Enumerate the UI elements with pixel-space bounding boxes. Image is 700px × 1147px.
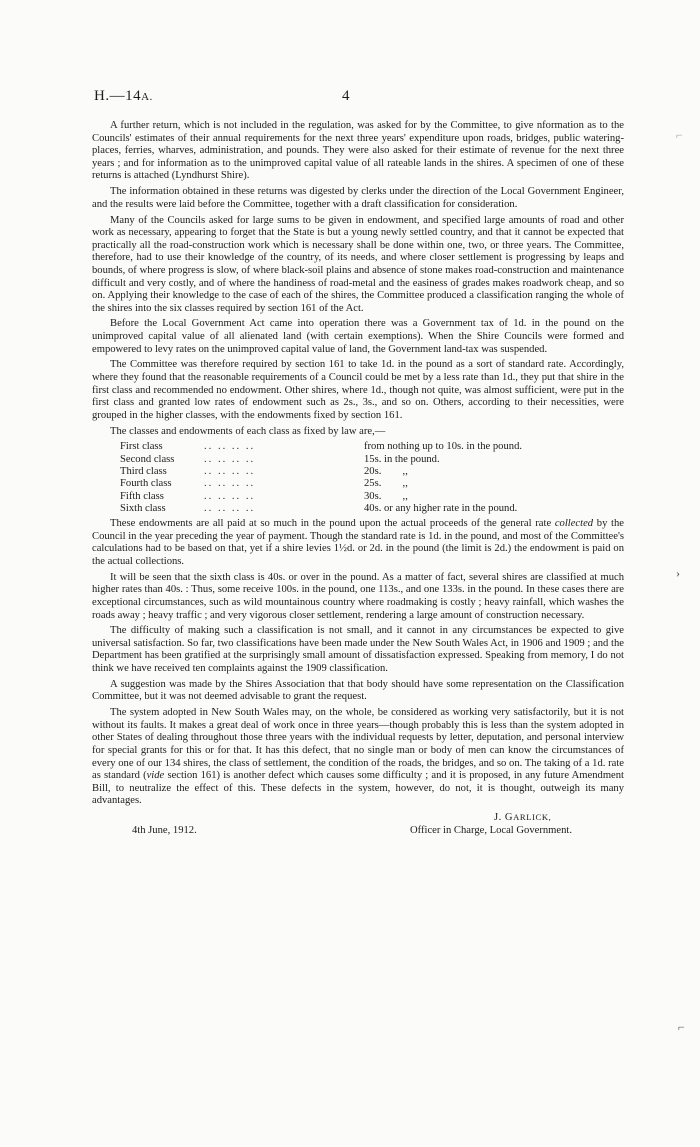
class-name: Fifth class: [120, 490, 164, 502]
class-rate: 40s. or any higher rate in the pound.: [364, 502, 518, 514]
paragraph: It will be seen that the sixth class is 40s. or over in the pound. As a matter of fact, several shires are classified at much higher rates than 40s. : Thus, some receive 100s. in the pound, one 113s., and one 133s. in the pound. In these cases there are exceptional circumstances, such as wild mountainous country where roadmaking is costly ; heavy rainfall, which washes the roads away ; heavy traffic ; and very vigorous closer settlement, rendering a large amount of construction necessary.: [92, 571, 624, 621]
class-name: Sixth class: [120, 502, 166, 514]
page-header: [94, 88, 624, 108]
leader-dots: .. .. .. ..: [204, 453, 256, 465]
classes-intro: The classes and endowments of each class as fixed by law are,—: [110, 425, 386, 437]
leader-dots: .. .. .. ..: [204, 465, 256, 477]
paragraph: These endowments are all paid at so much in the pound upon the actual proceeds of the general rate collected by the Council in the year preceding the year of payment. Though the standard rate is 1d. in the pound, and most of the Committee's calculations had to be based on that, yet if a shire levies 1½d. or 2d. in the pound (the limit is 2d.) the endowment is paid on the actual collections.: [92, 518, 624, 567]
table-row: [120, 503, 522, 515]
class-name: Third class: [120, 465, 167, 477]
signatory-name: J. GARLICK,: [494, 812, 552, 824]
class-name: Second class: [120, 453, 175, 465]
class-name: Fourth class: [120, 478, 172, 490]
class-rate: 25s. ,,: [364, 478, 408, 490]
class-name: First class: [120, 441, 163, 453]
leader-dots: .. .. .. ..: [204, 478, 256, 490]
table-row: [120, 454, 522, 466]
table-row: [120, 491, 522, 503]
paragraph: A suggestion was made by the Shires Association that that body should have some representation on the Classification Committee, but it was not deemed advisable to grant the request.: [92, 678, 624, 703]
signatory-office: Officer in Charge, Local Government.: [410, 825, 572, 837]
leader-dots: .. .. .. ..: [204, 441, 256, 453]
document-body: [92, 120, 624, 841]
page-number: 4: [342, 88, 350, 104]
table-row: [120, 478, 522, 490]
leader-dots: .. .. .. ..: [204, 490, 256, 502]
classes-table: [120, 441, 522, 515]
paragraph: Many of the Councils asked for large sums to be given in endowment, and specified large amounts of road and other work as necessary, appearing to forget that the State is but a young newly settled country, and that it cannot be expected that practically all the road-construction work which is necessary shall be done within one, two, or three years. The Committee, therefore, had to use their knowledge of the country, of its needs, and where closer settlement is progressing by leaps and bounds, of where progress is slow, of where black-soil plains and absence of stone makes road-construction and maintenance difficult and very costly, and of where the handiness of road-metal and the easiness of grades makes roadwork cheap, and so on. Applying their knowledge to the case of each of the shires, the Committee produced a classification ranging the whole of the shires into the six classes required by section 161 of the Act.: [92, 214, 624, 314]
signature-date: 4th June, 1912.: [132, 825, 197, 837]
margin-mark: ›: [676, 566, 680, 580]
table-row: [120, 441, 522, 453]
signature-block: [92, 811, 624, 841]
paragraph: A further return, which is not included in the regulation, was asked for by the Committee, to give nformation as to the Councils' estimates of their annual requirements for the next three years' expenditure upon roads, bridges, public watering-places, ferries, wharves, administration, and pounds. They were also asked for their estimate of revenue for the next three years ; and for information as to the unimproved capital value of all rateable lands in the shires. A specimen of one of these returns is attached (Lyndhurst Shire).: [92, 120, 624, 182]
table-row: [120, 466, 522, 478]
margin-mark: ⌐: [676, 128, 683, 142]
paragraph: The difficulty of making such a classification is not small, and it cannot in any circumstances be expected to give universal satisfaction. So far, two classifications have been made under the New South Wales Act, in 1906 and 1909 ; and the Department has been gratified at the surprisingly small amount of dissatisfaction expressed. Speaking from memory, I do not think we have received ten complaints against the 1909 classification.: [92, 625, 624, 675]
paragraph: Before the Local Government Act came into operation there was a Government tax of 1d. in the pound on the unimproved capital value of all alienated land (with certain exemptions). When the Shire Councils were formed and empowered to levy rates on the unimproved capital value of land, the Government land-tax was suspended.: [92, 318, 624, 355]
paragraph: The Committee was therefore required by section 161 to take 1d. in the pound as a sort of standard rate. Accordingly, where they found that the reasonable requirements of a Council could be met by a less rate than 1d., they put that shire in the first class and recommended no endowment. Other shires, where 1d., though not quite, was almost sufficient, were put in the first class and granted low rates of endowment such as 2s., 3s., and so on. Others, according to their necessities, were grouped in the higher classes, with the endowments fixed by section 161.: [92, 359, 624, 421]
class-rate: 20s. ,,: [364, 465, 408, 477]
class-rate: 30s. ,,: [364, 490, 408, 502]
document-reference: H.—14A.: [94, 88, 153, 104]
paragraph: The system adopted in New South Wales may, on the whole, be considered as working very satisfactorily, but it is not without its faults. It makes a great deal of work once in three years—though probably this is less than the system adopted in other States of dealing throughout those three years with the individual requests by letter, deputation, and personal interview for special grants for this or for that. It has this defect, that no single man or body of men can know the circumstances of every one of our 134 shires, the class of settlement, the condition of the roads, the bridges, and so on. The taking of a 1d. rate as standard (vide section 161) is another defect which causes some difficulty ; and it is proposed, in any future Amendment Bill, to neutralize the effect of this. These defects in the system, however, do not, it is thought, outweigh its many advantages.: [92, 707, 624, 807]
margin-mark: ⌐: [678, 1020, 685, 1034]
leader-dots: .. .. .. ..: [204, 502, 256, 514]
class-rate: from nothing up to 10s. in the pound.: [364, 441, 523, 453]
class-rate: 15s. in the pound.: [364, 453, 440, 465]
paragraph: The information obtained in these returns was digested by clerks under the direction of the Local Government Engineer, and the results were laid before the Committee, together with a draft classification for consideration.: [92, 186, 624, 210]
